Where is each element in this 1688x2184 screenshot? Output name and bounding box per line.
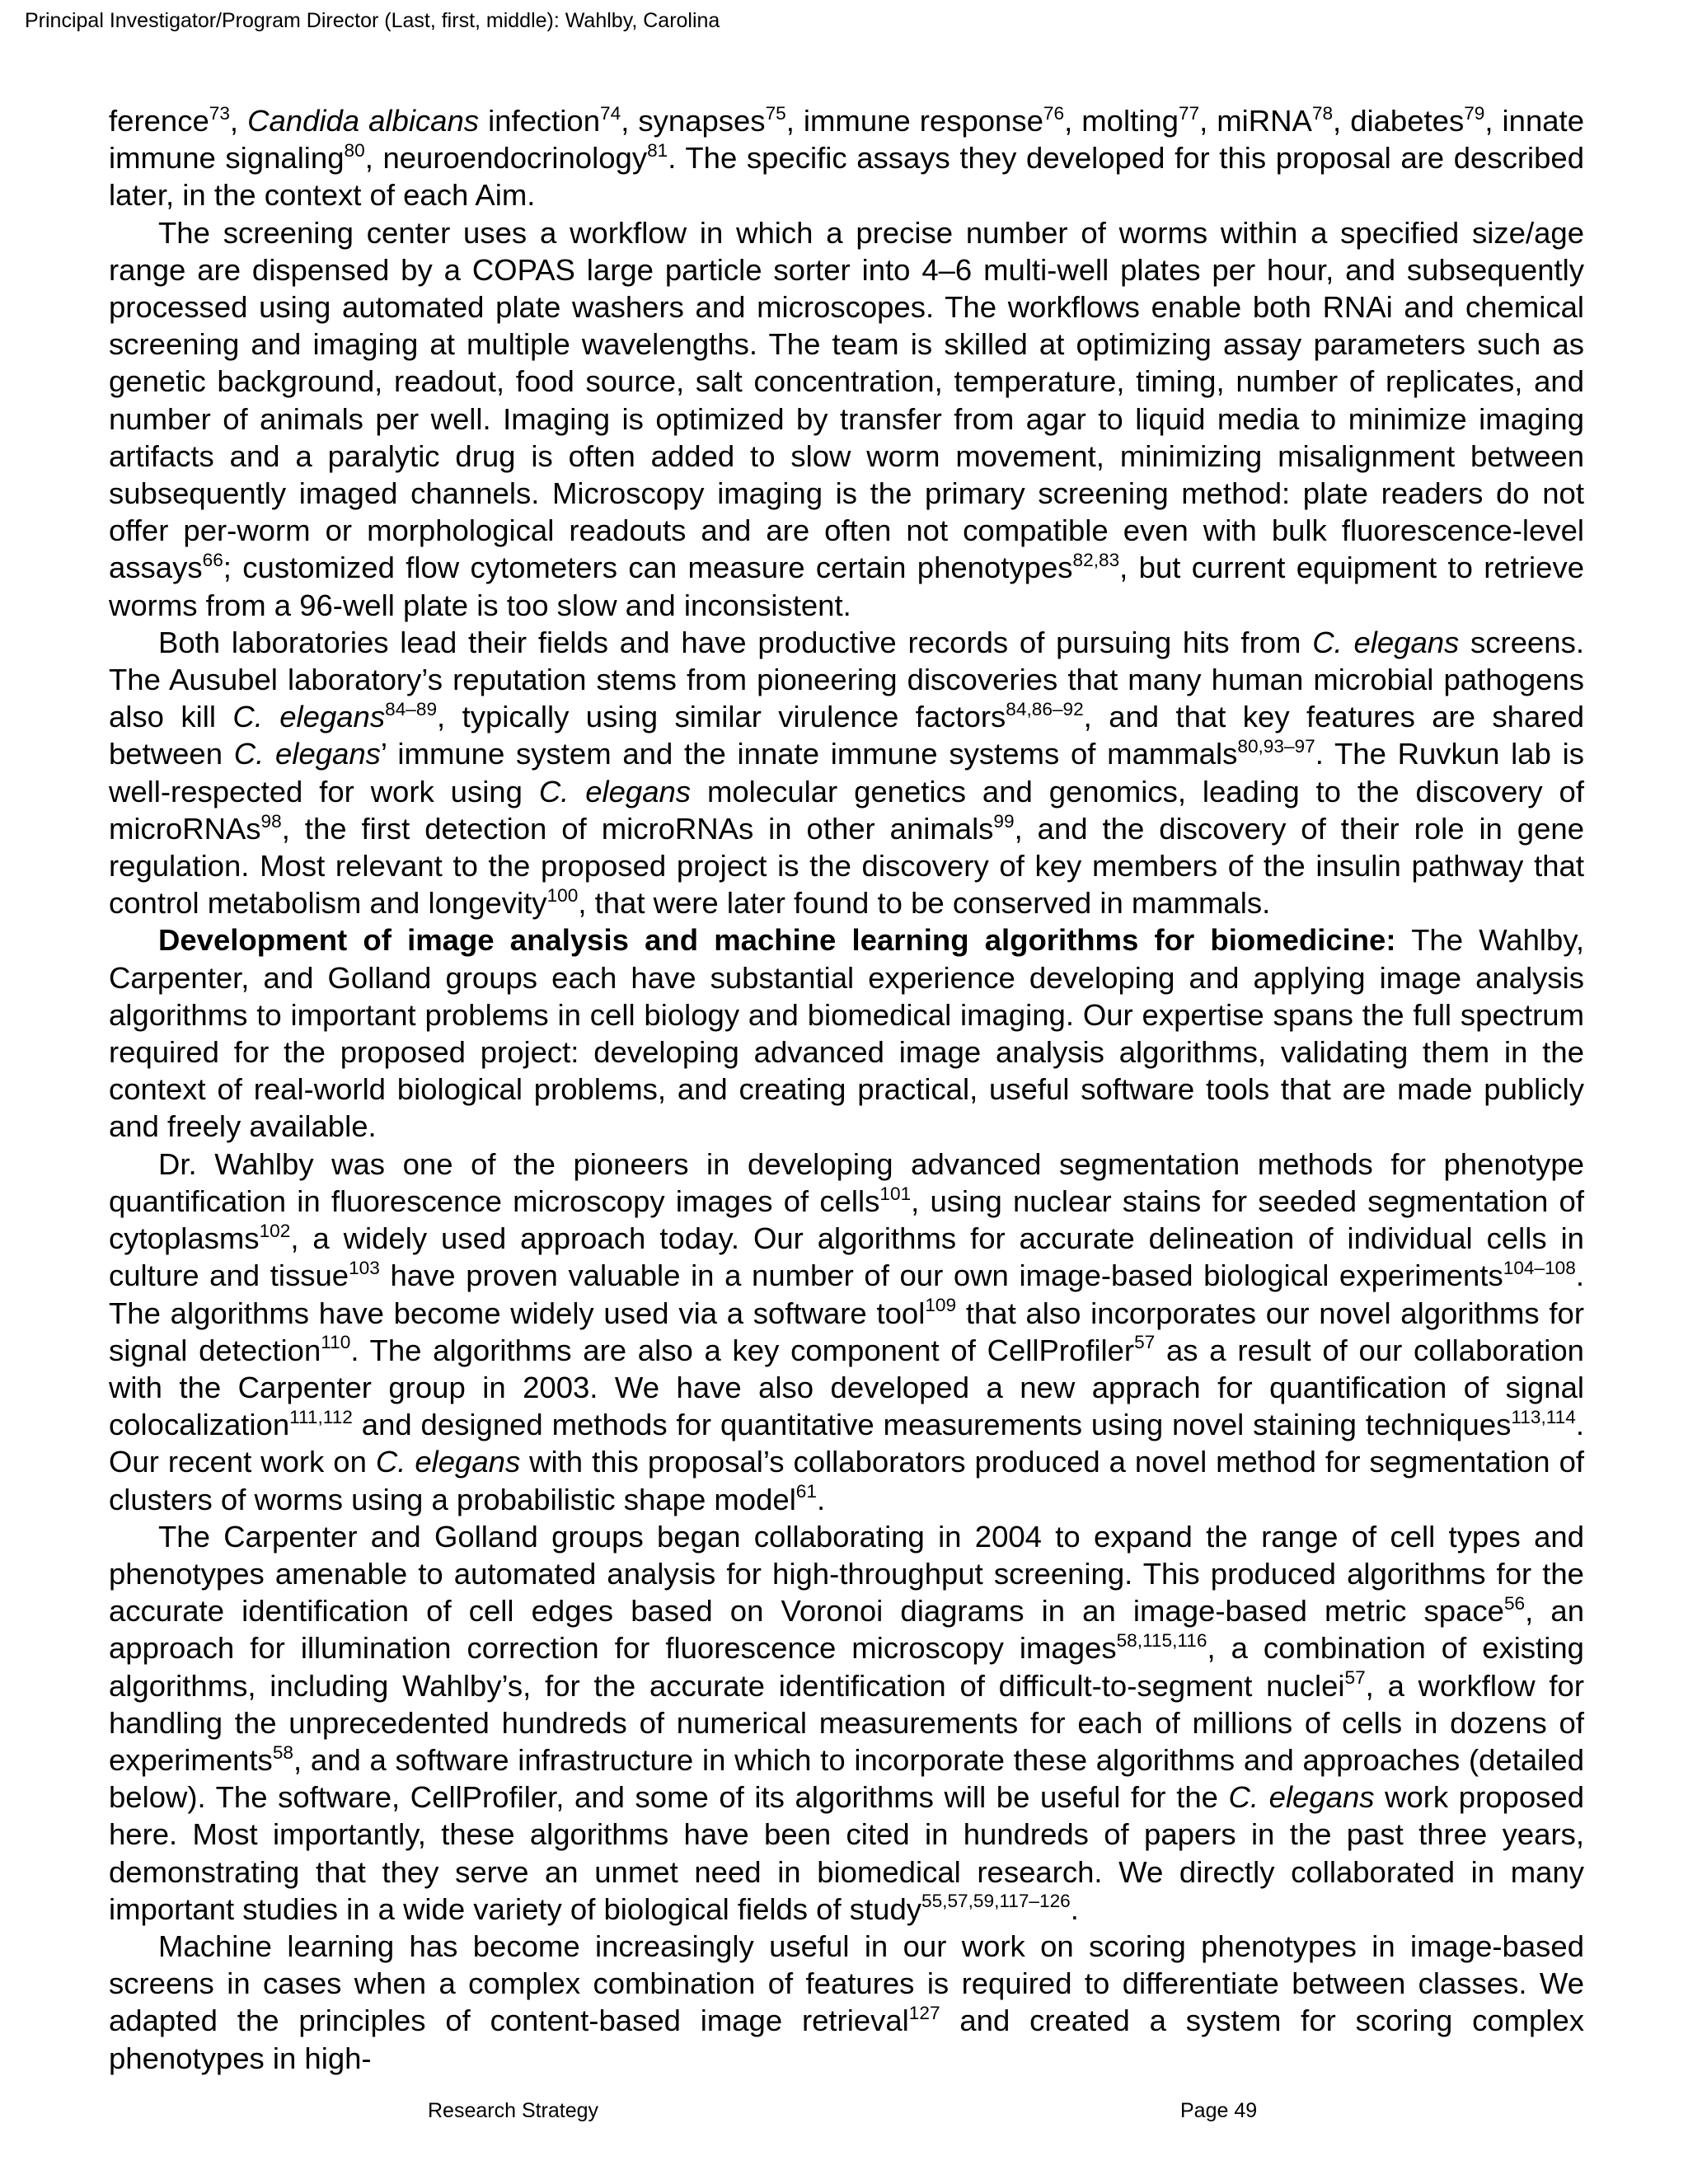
citation-superscript: 77 [1178,102,1200,124]
citation-superscript: 57 [1134,1332,1156,1353]
citation-superscript: 98 [260,810,282,832]
citation-superscript: 104–108 [1503,1258,1576,1279]
text-run: . [816,1482,826,1516]
text-run: , [229,104,248,138]
page-header: Principal Investigator/Program Director (Last, first, middle): Wahlby, Carolina [25,9,720,32]
text-run: The Carpenter and Golland groups began collaborating in 2004 to expand the range of cell types and phenotypes amenable to automated analysis for high-throughput screening. This produced algorithms for the accurate identification of cell edges based on Voronoi diagrams in an image-based metric space [109,1519,1584,1629]
italic-term: Candida albicans [247,104,480,138]
text-run: screens. The Ausubel laboratory’s reputation stems from pioneering discoveries that many human microbial pathogens also kill [109,625,1584,734]
text-run: , a combination of existing algorithms, including Wahlby’s, for the accurate identification of difficult-to-segment nuclei [109,1631,1584,1703]
footer-section-label: Research Strategy [428,2099,599,2122]
document-body [109,102,1584,2077]
text-run: The Wahlby, Carpenter, and Golland groups each have substantial experience developing and applying image analysis algorithms to important problems in cell biology and biomedical imaging. Our expertise spans the full spectrum required for the proposed project: developing advanced image analysis algorithms, validating them in the context of real-world biological problems, and creating practical, useful software tools that are made publicly and freely available. [109,923,1584,1144]
text-run: , that were later found to be conserved in mammals. [578,886,1271,921]
text-run: . The algorithms have become widely used via a software tool [109,1258,1584,1330]
italic-term: C. elegans [1312,625,1460,659]
citation-superscript: 61 [795,1481,817,1502]
text-run: , using nuclear stains for seeded segmentation of cytoplasms [109,1183,1584,1256]
citation-superscript: 57 [1344,1667,1366,1689]
text-run: ference [109,104,209,138]
text-run: , and the discovery of their role in gene regulation. Most relevant to the proposed project is the discovery of key members of the insulin pathway that control metabolism and longevity [109,811,1584,921]
text-run: Both laboratories lead their fields and have productive records of pursuing hits from [158,625,1313,659]
text-run: , a widely used approach today. Our algorithms for accurate delineation of individual cells in culture and tissue [109,1221,1584,1293]
text-run: have proven valuable in a number of our own image-based biological experiments [379,1258,1503,1293]
paragraph [109,102,1584,214]
citation-superscript: 109 [925,1295,957,1316]
text-run: with this proposal’s collaborators produced a novel method for segmentation of clusters of worms using a probabilistic shape model [109,1445,1585,1516]
paragraph [109,624,1584,922]
text-run: work proposed here. Most importantly, these algorithms have been cited in hundreds of papers in the past three years, demonstrating that they serve an unmet need in biomedical research. We directly collaborated in many important studies in a wide variety of biological fields of study [109,1780,1584,1926]
text-run: , miRNA [1199,104,1312,138]
citation-superscript: 113,114 [1511,1406,1576,1427]
text-run: , an approach for illumination correction for fluorescence microscopy images [109,1594,1584,1666]
italic-term: C. elegans [375,1445,521,1479]
text-run: , typically using similar virulence factors [437,700,1006,734]
text-run: . The specific assays they developed for this proposal are described later, in the context of each Aim. [109,141,1584,213]
text-run: . Our recent work on [109,1408,1584,1479]
text-run: molecular genetics and genomics, leading to the discovery of microRNAs [109,774,1584,846]
text-run: ; customized flow cytometers can measure certain phenotypes [223,551,1073,585]
italic-term: C. elegans [538,774,692,808]
citation-superscript: 56 [1503,1592,1526,1614]
text-run: , synapses [621,104,766,138]
section-heading: Development of image analysis and machine learning algorithms for biomedicine: [158,923,1396,958]
citation-superscript: 103 [349,1258,380,1279]
italic-term: C. elegans [232,700,386,734]
text-run: , and that key features are shared between [109,700,1585,771]
citation-superscript: 66 [202,550,223,571]
citation-superscript: 110 [321,1332,351,1353]
text-run: that also incorporates our novel algorithms for signal detection [109,1296,1585,1367]
text-run: , the first detection of microRNAs in other animals [281,811,994,846]
text-run: as a result of our collaboration with the Carpenter group in 2003. We have also developed a new apprach for quantification of signal colocalization [109,1333,1584,1442]
text-run: and created a system for scoring complex phenotypes in high- [109,2004,1584,2075]
text-run: , and a software infrastructure in which to incorporate these algorithms and approaches (detailed below). The software, CellProfiler, and some of its algorithms will be useful for the [109,1742,1584,1815]
text-run: . The Ruvkun lab is well-respected for work using [109,737,1585,808]
citation-superscript: 101 [879,1183,912,1204]
citation-superscript: 81 [647,139,668,161]
citation-superscript: 82,83 [1072,550,1120,571]
footer-page-number: Page 49 [1180,2099,1258,2122]
citation-superscript: 58 [272,1741,293,1763]
text-run: , but current equipment to retrieve worms from a 96-well plate is too slow and inconsistent. [109,551,1584,622]
citation-superscript: 111,112 [289,1406,353,1427]
text-run: Dr. Wahlby was one of the pioneers in developing advanced segmentation methods for phenotype quantification in fluorescence microscopy images of cells [109,1146,1584,1218]
citation-superscript: 74 [600,102,621,124]
italic-term: C. elegans [233,737,381,771]
paragraph [109,1928,1584,2077]
citation-superscript: 100 [546,884,579,906]
text-run: , neuroendocrinology [364,141,648,176]
citation-superscript: 76 [1043,102,1065,124]
paragraph [109,921,1584,1145]
citation-superscript: 73 [209,102,230,124]
paragraph [109,1146,1584,1518]
citation-superscript: 80,93–97 [1237,736,1315,757]
text-run: , innate immune signaling [109,104,1584,176]
citation-superscript: 80 [344,139,365,161]
text-run: , diabetes [1333,104,1465,138]
citation-superscript: 127 [908,2003,940,2024]
citation-superscript: 55,57,59,117–126 [921,1891,1071,1912]
citation-superscript: 75 [765,102,786,124]
text-run: , immune response [785,104,1043,138]
text-run: Machine learning has become increasingly useful in our work on scoring phenotypes in image-based screens in cases when a complex combination of features is required to differentiate between classes. We adapted the principles of content-based image retrieval [109,1929,1584,2038]
text-run: The screening center uses a workflow in which a precise number of worms within a specified size/age range are dispensed by a COPAS large particle sorter into 4–6 multi-well plates per hour, and subsequently processed using automated plate washers and microscopes. The workflows enable both RNAi and chemical screening and imaging at multiple wavelengths. The team is skilled at optimizing assay parameters such as genetic background, readout, food source, salt concentration, temperature, timing, number of replicates, and number of animals per well. Imaging is optimized by transfer from agar to liquid media to minimize imaging artifacts and a paralytic drug is often added to slow worm movement, minimizing misalignment between subsequently imaged channels. Microscopy imaging is the primary screening method: plate readers do not offer per-worm or morphological readouts and are often not compatible even with bulk fluorescence-level assays [109,215,1584,585]
paragraph [109,1518,1584,1928]
text-run: . The algorithms are also a key component of CellProfiler [350,1333,1135,1367]
citation-superscript: 84,86–92 [1006,698,1084,719]
paragraph [109,214,1584,624]
text-run: ’ immune system and the innate immune systems of mammals [380,737,1238,771]
citation-superscript: 84–89 [385,698,438,719]
text-run: and designed methods for quantitative measurements using novel staining techniques [352,1408,1512,1442]
citation-superscript: 58,115,116 [1116,1630,1207,1652]
citation-superscript: 102 [259,1220,291,1241]
text-run: . [1070,1891,1079,1926]
text-run: , molting [1064,104,1179,138]
italic-term: C. elegans [1228,1780,1375,1815]
text-run: , a workflow for handling the unprecedented hundreds of numerical measurements for each of millions of cells in dozens of experiments [109,1668,1584,1777]
citation-superscript: 79 [1464,102,1485,124]
citation-superscript: 78 [1311,102,1334,124]
citation-superscript: 99 [993,810,1015,832]
text-run: infection [479,104,601,138]
